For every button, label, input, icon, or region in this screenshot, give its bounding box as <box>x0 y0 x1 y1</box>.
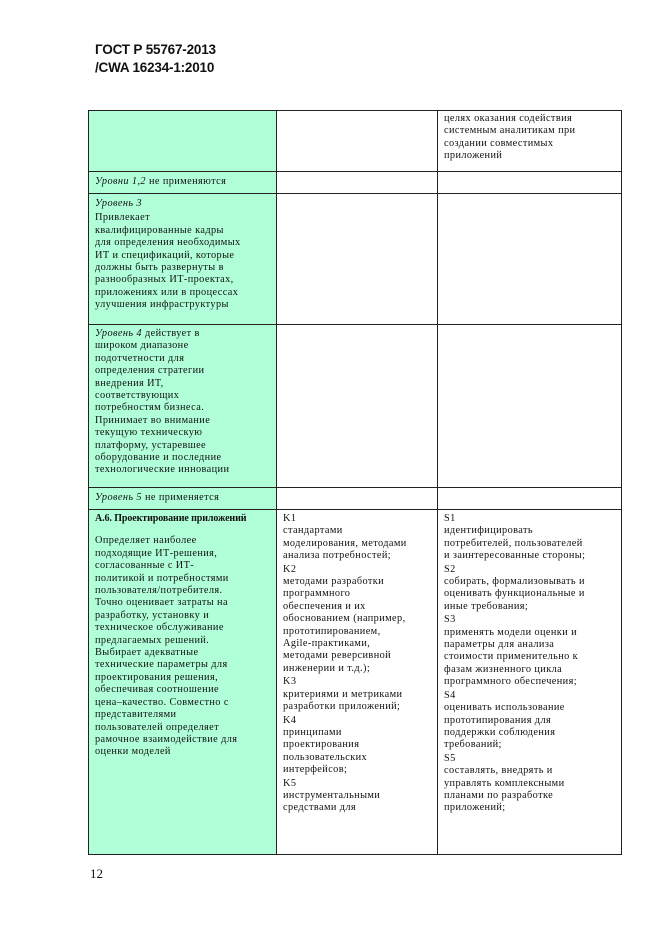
text-line: создании совместимых <box>444 137 554 149</box>
text-line: и заинтересованные стороны; <box>444 550 586 562</box>
text-line: фазам жизненного цикла <box>444 663 563 675</box>
text-line: пользователя/потребителя. <box>95 585 223 597</box>
text-line: разработки приложений; <box>283 701 401 713</box>
knowledge-item <box>283 525 433 562</box>
text-line: прототипирования для <box>444 714 552 726</box>
text-line: должны быть развернуты в <box>95 262 224 274</box>
cell-skills <box>438 325 622 488</box>
text-line: методами реверсивной <box>283 650 392 662</box>
text-line: составлять, внедрять и <box>444 765 553 777</box>
text-line: подходящие ИТ-решения, <box>95 547 218 559</box>
level-text: не применяются <box>145 176 227 187</box>
table-row <box>89 325 622 488</box>
level-label: Уровни 1,2 <box>95 176 146 187</box>
text-line: оценки моделей <box>95 746 171 758</box>
text-line: интерфейсов; <box>283 764 348 776</box>
text-line: проектирования решения, <box>95 671 219 683</box>
text-line: приложениях или в процессах <box>95 286 239 298</box>
document-code: ГОСТ Р 55767-2013 <box>95 42 216 57</box>
cell-knowledge <box>277 325 438 488</box>
text-line: собирать, формализовывать и <box>444 576 585 588</box>
knowledge-item <box>283 576 433 675</box>
competence-table <box>88 110 622 855</box>
text-line: стоимости применительно к <box>444 651 579 663</box>
knowledge-cell <box>277 510 438 855</box>
level-label: Уровень 5 <box>95 492 142 503</box>
document-code-cwa: /CWA 16234-1:2010 <box>95 60 215 75</box>
cell-skills <box>438 111 622 172</box>
text-line: параметры для анализа <box>444 639 555 651</box>
page-number: 12 <box>90 866 103 881</box>
text-line: критериями и метриками <box>283 688 403 700</box>
knowledge-code: K3 <box>283 676 297 688</box>
table-row <box>89 194 622 325</box>
skill-item <box>444 627 617 689</box>
text-line: оценивать функциональные и <box>444 588 585 600</box>
text-line: поддержки соблюдения <box>444 726 556 738</box>
text-line: подотчетности для <box>95 352 185 364</box>
text-line: управлять комплексными <box>444 777 565 789</box>
text-line: улучшения инфраструктуры <box>95 299 229 311</box>
text-line: платформу, устаревшее <box>95 439 207 451</box>
table-row <box>89 510 622 855</box>
table-row <box>89 488 622 510</box>
text-line: требований; <box>444 739 502 751</box>
text-line: программного обеспечения; <box>444 676 577 688</box>
level-text: не применяется <box>141 492 220 503</box>
text-line: Agile-практиками, <box>283 638 371 650</box>
level-text: действует в <box>141 328 200 339</box>
text-line: целях оказания содействия <box>444 113 573 124</box>
text-line: внедрения ИТ, <box>95 377 164 389</box>
text-line: технологические инновации <box>95 464 230 476</box>
text-line: ИТ и спецификаций, которые <box>95 249 235 261</box>
text-line: стандартами <box>283 525 343 537</box>
level-1-2-cell <box>89 172 277 194</box>
skill-item <box>444 702 617 752</box>
cell-knowledge <box>277 111 438 172</box>
text-line: текущую техническую <box>95 427 203 439</box>
text-line: цена–качество. Совместно с <box>95 696 229 708</box>
skill-code: S5 <box>444 752 456 764</box>
level-4-cell <box>89 325 277 488</box>
section-a6-cell <box>89 510 277 855</box>
knowledge-item <box>283 790 433 815</box>
text-line: приложений; <box>444 802 506 814</box>
level-3-cell <box>89 194 277 325</box>
text-line: Определяет наиболее <box>95 535 197 547</box>
text-line: пользовательских <box>283 751 368 763</box>
table-row <box>89 172 622 194</box>
cell-skills <box>438 488 622 510</box>
text-line: планами по разработке <box>444 789 554 801</box>
text-line: квалифицированные кадры <box>95 224 224 236</box>
text-line: анализа потребностей; <box>283 550 392 562</box>
text-line: принципами <box>283 726 342 738</box>
text-line: определения стратегии <box>95 365 205 377</box>
text-line: средствами для <box>283 802 357 814</box>
text-line: разнообразных ИТ-проектах, <box>95 274 234 286</box>
skill-code: S2 <box>444 563 456 575</box>
skill-code: S4 <box>444 689 456 701</box>
text-line: оценивать использование <box>444 702 565 714</box>
skill-item <box>444 525 617 562</box>
text-line: системным аналитикам при <box>444 125 576 137</box>
cell-knowledge <box>277 172 438 194</box>
text-line: пользователей определяет <box>95 721 220 733</box>
cell-knowledge <box>277 194 438 325</box>
text-line: инженерии и т.д.); <box>283 662 371 674</box>
text-line: технические параметры для <box>95 659 228 671</box>
text-line: согласованные с ИТ- <box>95 560 195 572</box>
skill-item <box>444 765 617 815</box>
table-row <box>89 111 622 172</box>
text-line: для определения необходимых <box>95 237 241 249</box>
text-line: идентифицировать <box>444 525 533 537</box>
skill-code: S3 <box>444 614 456 626</box>
knowledge-code: K4 <box>283 714 297 726</box>
text-line: методами разработки <box>283 576 385 588</box>
text-line: представителями <box>95 709 177 721</box>
text-line: Принимает во внимание <box>95 414 211 426</box>
knowledge-code: K2 <box>283 563 297 575</box>
text-line: проектирования <box>283 739 360 751</box>
text-line <box>95 328 272 340</box>
knowledge-code: K5 <box>283 777 297 789</box>
level-label: Уровень 3 <box>95 198 142 209</box>
text-line: инструментальными <box>283 789 381 801</box>
text-line: широком диапазоне <box>95 340 189 352</box>
text-line: иные требования; <box>444 600 529 612</box>
text-line: Точно оценивает затраты на <box>95 597 228 609</box>
knowledge-item <box>283 689 433 714</box>
text-line: техническое обслуживание <box>95 622 224 634</box>
text-line: Привлекает <box>95 212 151 224</box>
text-line: соответствующих <box>95 390 180 402</box>
text-line: прототипированием, <box>283 625 381 637</box>
cell-description <box>89 111 277 172</box>
cell-knowledge <box>277 488 438 510</box>
level-label: Уровень 4 <box>95 328 142 339</box>
text-line: моделирования, методами <box>283 537 407 549</box>
text-line: предлагаемых решений. <box>95 634 210 646</box>
text-line: рамочное взаимодействие для <box>95 733 238 745</box>
text-line: обоснованием (например, <box>283 613 406 625</box>
text-line: оборудование и последние <box>95 452 222 464</box>
level-5-cell <box>89 488 277 510</box>
text-line: потребителей, пользователей <box>444 537 583 549</box>
text-line: Выбирает адекватные <box>95 647 199 659</box>
section-title: А.6. Проектирование приложений <box>95 513 247 524</box>
cell-skills <box>438 194 622 325</box>
text-line: приложений <box>444 150 503 162</box>
text-line: программного <box>283 588 351 600</box>
skill-code: S1 <box>444 513 456 524</box>
skills-cell <box>438 510 622 855</box>
text-line: обеспечения и их <box>283 600 366 612</box>
knowledge-code: K1 <box>283 513 297 524</box>
text-line: потребностям бизнеса. <box>95 402 205 414</box>
cell-skills <box>438 172 622 194</box>
skill-item <box>444 576 617 613</box>
knowledge-item <box>283 727 433 777</box>
text-line: разработку, установку и <box>95 609 210 621</box>
text-line: обеспечивая соотношение <box>95 684 219 696</box>
text-line: политикой и потребностями <box>95 572 229 584</box>
text-line: применять модели оценки и <box>444 626 578 638</box>
